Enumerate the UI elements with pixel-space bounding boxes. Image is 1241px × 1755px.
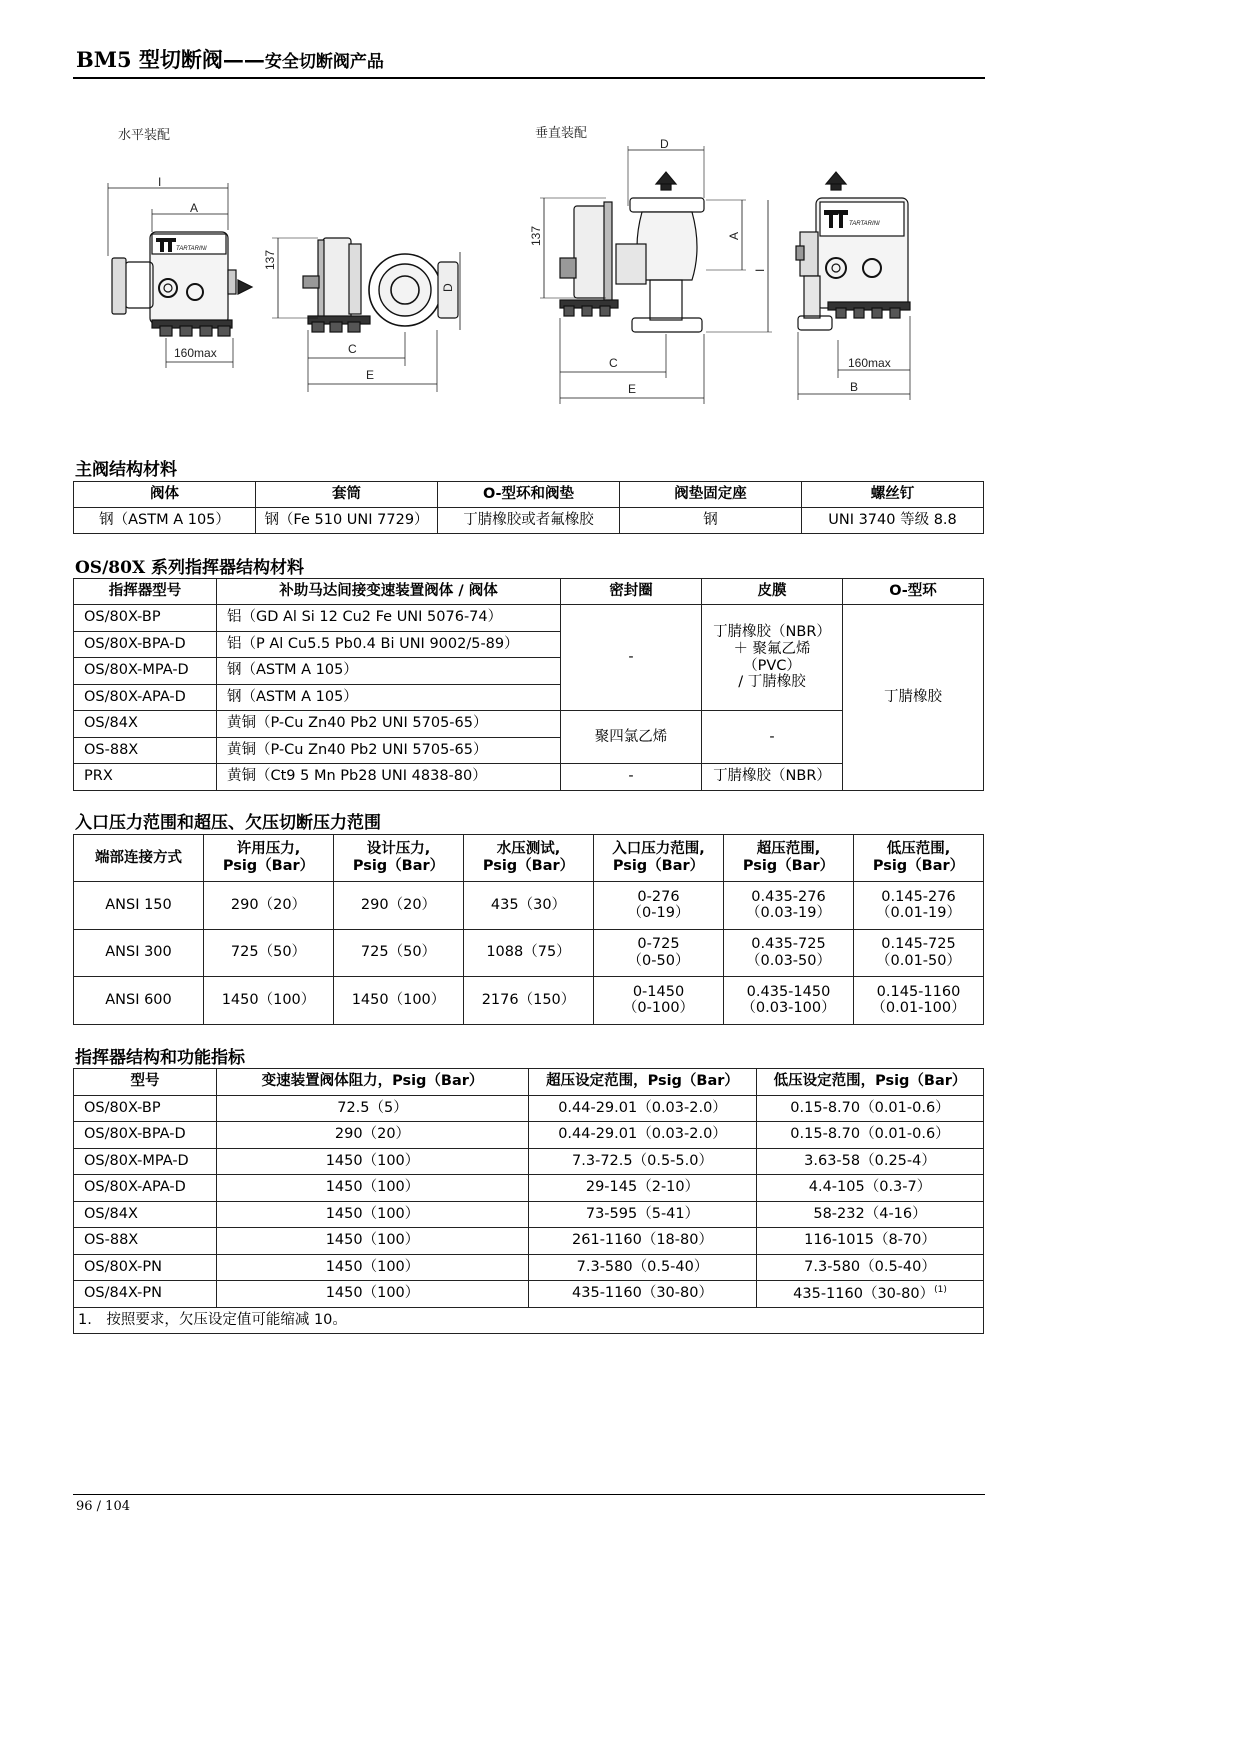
dim-label-160-h: 160max (174, 346, 217, 360)
table-cell: 钢（ASTM A 105） (217, 658, 561, 685)
header-line: 超压范围, (756, 841, 821, 858)
table-cell: 1450（100） (217, 1148, 529, 1175)
table-cell: 3.63-58（0.25-4） (757, 1148, 984, 1175)
table-cell (594, 977, 724, 1025)
col-header: 变速装置阀体阻力，Psig（Bar） (217, 1069, 529, 1096)
table-cell: 0.44-29.01（0.03-2.0） (529, 1122, 757, 1149)
cell-line: （0.01-50） (876, 952, 961, 969)
table-cell: 钢（ASTM A 105） (74, 508, 256, 534)
table-cell (724, 882, 854, 930)
table-cell: 丁腈橡胶 (843, 605, 984, 791)
table-cell: 1450（100） (217, 1201, 529, 1228)
dim-label-B-v: B (850, 380, 859, 394)
header-line: Psig（Bar） (612, 858, 705, 874)
table-cell: 1450（100） (204, 977, 334, 1025)
col-header: O-型环 (843, 579, 984, 605)
header-line: 入口压力范围, (612, 841, 705, 858)
col-header (724, 835, 854, 882)
table-cell: 725（50） (204, 929, 334, 977)
dim-label-D-v: D (660, 137, 669, 151)
table-cell: ANSI 300 (74, 929, 204, 977)
table-cell (702, 605, 843, 711)
table-footnote: 1. 按照要求，欠压设定值可能缩减 10。 (74, 1307, 984, 1334)
footer-rule (73, 1494, 985, 1495)
section-title-pilot-materials: OS/80X 系列指挥器结构材料 (75, 558, 305, 578)
table-cell: 0.44-29.01（0.03-2.0） (529, 1095, 757, 1122)
col-header: 低压设定范围，Psig（Bar） (757, 1069, 984, 1096)
pilot-specs-table (73, 1068, 984, 1334)
col-header: 螺丝钉 (802, 482, 984, 508)
table-cell: 261-1160（18-80） (529, 1228, 757, 1255)
footnote-mark: (1) (934, 1285, 947, 1295)
table-cell: 铝（P Al Cu5.5 Pb0.4 Bi UNI 9002/5-89） (217, 631, 561, 658)
dim-label-I-h: I (158, 175, 162, 189)
table-cell: OS/80X-BP (74, 1095, 217, 1122)
dim-label-A-h: A (190, 201, 199, 215)
cell-line: （0-50） (627, 952, 690, 969)
cell-line: 0-276 (637, 888, 680, 905)
table-cell: 钢（ASTM A 105） (217, 684, 561, 711)
cell-line: （0.01-100） (871, 1000, 966, 1017)
col-header: 阀垫固定座 (620, 482, 802, 508)
table-cell: OS-88X (74, 737, 217, 764)
table-cell: 725（50） (334, 929, 464, 977)
table-cell: 7.3-72.5（0.5-5.0） (529, 1148, 757, 1175)
table-cell: 2176（150） (464, 977, 594, 1025)
table-row (74, 1175, 984, 1202)
table-cell: 钢（Fe 510 UNI 7729） (256, 508, 438, 534)
dim-label-D-h: D (441, 283, 455, 292)
cell-line: （0.03-100） (741, 1000, 836, 1017)
title-main: BM5 型切断阀—— (76, 47, 265, 72)
cell-line: （0-100） (622, 1000, 695, 1017)
table-row (74, 1122, 984, 1149)
table-cell: OS/80X-BPA-D (74, 1122, 217, 1149)
col-header (204, 835, 334, 882)
table-cell: 73-595（5-41） (529, 1201, 757, 1228)
table-cell: ANSI 150 (74, 882, 204, 930)
col-header: 皮膜 (702, 579, 843, 605)
brand-text-right: TARTARINI (849, 221, 880, 227)
diaphragm-line: ＋ 聚氟乙烯 (733, 640, 811, 657)
table-cell: OS/84X-PN (74, 1281, 217, 1308)
page-number: 96 / 104 (76, 1499, 130, 1514)
vertical-side-view (560, 172, 704, 332)
table-cell: OS/80X-BPA-D (74, 631, 217, 658)
table-cell: 29-145（2-10） (529, 1175, 757, 1202)
title-sub: 安全切断阀产品 (264, 52, 384, 72)
diaphragm-line: （PVC） (743, 657, 801, 674)
table-cell: 58-232（4-16） (757, 1201, 984, 1228)
col-header: 套筒 (256, 482, 438, 508)
diaphragm-line: / 丁腈橡胶 (738, 674, 806, 691)
table-cell: 435-1160（30-80） (529, 1281, 757, 1308)
header-line: Psig（Bar） (742, 858, 835, 874)
table-cell: 聚四氯乙烯 (561, 711, 702, 764)
table-cell: PRX (74, 764, 217, 791)
header-line: 设计压力, (366, 841, 431, 858)
table-cell: - (561, 605, 702, 711)
table-row (74, 1095, 984, 1122)
table-cell: 1450（100） (217, 1228, 529, 1255)
table-cell: OS/80X-APA-D (74, 1175, 217, 1202)
col-header (594, 835, 724, 882)
table-cell (594, 929, 724, 977)
header-line: 水压测试, (496, 841, 561, 858)
table-cell: 铝（GD Al Si 12 Cu2 Fe UNI 5076-74） (217, 605, 561, 632)
header-line: Psig（Bar） (872, 858, 965, 874)
table-cell: 丁腈橡胶或者氟橡胶 (438, 508, 620, 534)
section-title-pressure-ranges: 入口压力范围和超压、欠压切断压力范围 (75, 813, 381, 833)
col-header: 型号 (74, 1069, 217, 1096)
table-cell (724, 977, 854, 1025)
col-header (854, 835, 984, 882)
dim-label-C-v: C (609, 356, 618, 370)
table-cell: 黄铜（P-Cu Zn40 Pb2 UNI 5705-65） (217, 737, 561, 764)
section-title-pilot-specs: 指挥器结构和功能指标 (75, 1048, 245, 1068)
table-cell: - (561, 764, 702, 791)
pressure-ranges-table (73, 834, 984, 1025)
cell-line: （0-19） (627, 905, 690, 922)
horizontal-front-view (112, 232, 236, 336)
col-header (464, 835, 594, 882)
cell-line: 0.145-1160 (876, 983, 961, 1000)
header-line: Psig（Bar） (352, 858, 445, 874)
diaphragm-line: 丁腈橡胶（NBR） (713, 624, 831, 641)
cell-line: 0-1450 (632, 983, 685, 1000)
table-cell (594, 882, 724, 930)
table-cell: 290（20） (334, 882, 464, 930)
table-cell: OS/84X (74, 1201, 217, 1228)
table-cell: OS/80X-MPA-D (74, 658, 217, 685)
header-line: 低压范围, (886, 841, 951, 858)
table-row (74, 1254, 984, 1281)
dim-label-C-h: C (348, 342, 357, 356)
col-header: O-型环和阀垫 (438, 482, 620, 508)
table-cell: 1450（100） (217, 1175, 529, 1202)
table-cell: 1450（100） (217, 1281, 529, 1308)
table-cell: OS/84X (74, 711, 217, 738)
table-cell: 1088（75） (464, 929, 594, 977)
table-cell: 钢 (620, 508, 802, 534)
table-cell: 1450（100） (217, 1254, 529, 1281)
table-row (74, 1148, 984, 1175)
table-cell: 0.15-8.70（0.01-0.6） (757, 1095, 984, 1122)
horizontal-side-view (303, 238, 458, 332)
dim-label-160-v: 160max (848, 356, 891, 370)
section-title-main-valve-materials: 主阀结构材料 (75, 460, 177, 480)
dim-label-137-v: 137 (529, 225, 543, 246)
table-cell: 116-1015（8-70） (757, 1228, 984, 1255)
brand-text-left: TARTARINI (176, 246, 207, 252)
cell-value: 435-1160（30-80） (793, 1285, 935, 1302)
col-header: 补助马达间接变速装置阀体 / 阀体 (217, 579, 561, 605)
pilot-materials-table (73, 578, 984, 791)
dim-label-137-h: 137 (263, 249, 277, 270)
table-cell: 7.3-580（0.5-40） (529, 1254, 757, 1281)
table-cell: 290（20） (217, 1122, 529, 1149)
table-cell: OS/80X-BP (74, 605, 217, 632)
table-cell: - (702, 711, 843, 764)
valve-dimension-drawing (0, 0, 1100, 440)
table-row (74, 882, 984, 930)
cell-line: （0.03-19） (746, 905, 831, 922)
cell-line: 0.435-1450 (746, 983, 831, 1000)
table-cell: UNI 3740 等级 8.8 (802, 508, 984, 534)
table-cell (724, 929, 854, 977)
table-row (74, 1201, 984, 1228)
cell-line: 0.435-276 (751, 888, 826, 905)
col-header: 指挥器型号 (74, 579, 217, 605)
table-cell: 黄铜（Ct9 5 Mn Pb28 UNI 4838-80） (217, 764, 561, 791)
table-cell: 72.5（5） (217, 1095, 529, 1122)
table-cell: 4.4-105（0.3-7） (757, 1175, 984, 1202)
dim-label-A-v: A (727, 231, 741, 240)
table-cell: OS/80X-PN (74, 1254, 217, 1281)
vertical-front-view (796, 172, 910, 330)
col-header (334, 835, 464, 882)
table-cell: 435（30） (464, 882, 594, 930)
dim-label-E-v: E (628, 382, 637, 396)
table-cell (757, 1281, 984, 1308)
table-cell: 黄铜（P-Cu Zn40 Pb2 UNI 5705-65） (217, 711, 561, 738)
table-cell (854, 977, 984, 1025)
table-row (74, 1228, 984, 1255)
header-line: 许用压力, (236, 841, 301, 858)
table-cell: 290（20） (204, 882, 334, 930)
table-cell: OS/80X-MPA-D (74, 1148, 217, 1175)
header-line: Psig（Bar） (222, 858, 315, 874)
table-cell: ANSI 600 (74, 977, 204, 1025)
label-vertical-mount: 垂直装配 (535, 126, 588, 141)
table-row (74, 977, 984, 1025)
table-cell: OS/80X-APA-D (74, 684, 217, 711)
table-row (74, 1281, 984, 1308)
label-horizontal-mount: 水平装配 (118, 128, 171, 143)
table-cell (854, 929, 984, 977)
main-valve-materials-table (73, 481, 984, 534)
header-line: Psig（Bar） (482, 858, 575, 874)
table-cell (854, 882, 984, 930)
col-header: 阀体 (74, 482, 256, 508)
table-cell: OS-88X (74, 1228, 217, 1255)
col-header: 超压设定范围，Psig（Bar） (529, 1069, 757, 1096)
cell-line: 0.145-276 (881, 888, 956, 905)
cell-line: 0.435-725 (751, 936, 826, 953)
table-cell: 1450（100） (334, 977, 464, 1025)
table-cell: 丁腈橡胶（NBR） (702, 764, 843, 791)
col-header: 端部连接方式 (74, 835, 204, 882)
table-cell: 7.3-580（0.5-40） (757, 1254, 984, 1281)
dim-label-E-h: E (366, 368, 375, 382)
cell-line: 0-725 (637, 936, 680, 953)
table-row (74, 929, 984, 977)
col-header: 密封圈 (561, 579, 702, 605)
cell-line: 0.145-725 (881, 936, 956, 953)
cell-line: （0.03-50） (746, 952, 831, 969)
table-cell: 0.15-8.70（0.01-0.6） (757, 1122, 984, 1149)
dim-label-I-v: I (753, 268, 767, 272)
cell-line: （0.01-19） (876, 905, 961, 922)
